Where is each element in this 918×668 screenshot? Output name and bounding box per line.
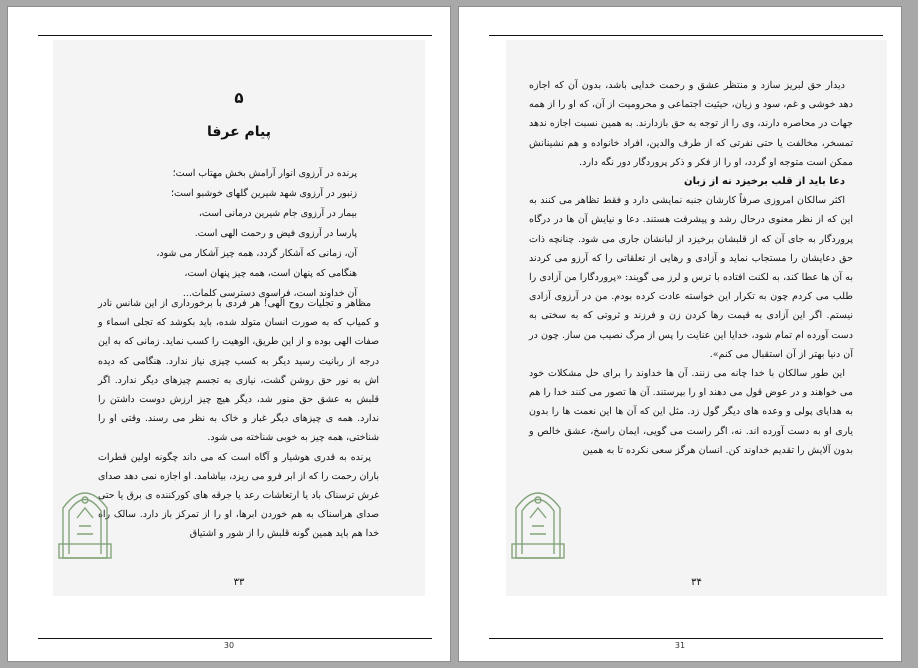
page-number: ۳۳ <box>233 577 245 588</box>
footer-rule <box>489 638 883 639</box>
scanned-page-image <box>506 40 887 596</box>
body-text <box>98 294 379 544</box>
page-number: ۳۴ <box>691 577 702 588</box>
pdf-page-number: 30 <box>223 641 235 650</box>
section-heading: دعا باید از قلب برخیزد نه از زبان <box>684 176 845 188</box>
poem-line: آن خداوند است، فراسوی دسترسی کلمات... <box>182 288 357 299</box>
poem-line: پرنده در آرزوی انوار آرامش بخش مهتاب است؛ <box>172 168 357 179</box>
library-seal-watermark <box>55 478 115 560</box>
paragraph: پرنده به قدری هوشیار و آگاه است که می داند چگونه اولین قطرات باران رحمت را که از ابر فرو می ریزد، بیاشامد. او اجازه نمی دهد صدای غرش ترسناک باد یا ارتعاشات رعد یا جرقه های کورکننده ی برق یا حتی صدای هراسناک به هم خوردن ابرها، او را از تمرکز باز دارد. سالک راه خدا هم باید همین گونه قلبش را از شور و اشتیاق <box>98 451 379 540</box>
poem-line: زنبور در آرزوی شهد شیرین گلهای خوشبو است؛ <box>170 188 357 199</box>
scanned-page-image <box>53 40 425 596</box>
paragraph: اکثر سالکان امروزی صرفاً کارشان جنبه نمایشی دارد و فقط تظاهر می کنند به این که از نظر معنوی درحال رشد و پیشرفت هستند. دعا و نیایش آن ها در درگاه پروردگار به جای آن که از قلبشان برخیزد از لبانشان جاری می شود. چنانچه ذات حق دعایشان را مستجاب نماید و آزادی و رهایی از تعلقاتی را که آرزو می کردند به آن ها عطا کند، به لکنت افتاده با ترس و لرز می گویند: «پروردگارا من آزادی را طلب می کردم چون به تکرار این خواسته عادت کرده بودم. من در آرزوی آزادی نیستم. اگر این آزادی به قیمت رها کردن زن و فرزند و ثروتی که به سختی به دست آورده ام تمام شود، خدایا این عنایت را پس از مرگ نصیب من ساز. چون در آن دنیا بهتر از آن استقبال می کنم». <box>529 195 853 360</box>
chapter-number: ۵ <box>234 89 244 107</box>
header-rule <box>489 35 883 36</box>
poem-line: پارسا در آرزوی فیض و رحمت الهی است. <box>194 228 357 239</box>
paragraph: این طور سالکان با خدا چانه می زنند. آن ها خداوند را برای حل مشکلات خود می خواهند و در عوض قول می دهند او را بپرستند. آن ها تصور می کنند خدا را هم به هدایای پولی و وعده های دیگر گول زد. مثل این که آن ها این نعمت ها را بدون یاری او به دست آورده اند. نه، اگر راست می گویی، ایمان راسخ، عشق خالص و بدون آلایش را تقدیم خداوند کن. انسان هرگز سعی نکرده تا به همین <box>529 368 853 456</box>
paragraph: مظاهر و تجلیات روح الهی! هر فردی با برخورداری از این شانس نادر و کمیاب که به صورت انسان متولد شده، باید بکوشد که تجلی اسماء و صفات الهی بوده و از این طریق، الوهیت را کسب نماید. زمانی که به این درجه از ربانیت رسید دیگر به کسب چیزی نیاز ندارد. هنگامی که دیده اش به نور حق روشن گشت، نیازی به تجسم چیزهای دیگر ندارد. اگر قلبش به عشق حق منور شد، دیگر هیچ چیز ارزش دوست داشتن را ندارد. همه ی چیزهای دیگر غبار و خاک به نظر می رسند. وقتی او را شناختی، همه چیز به خوبی شناخته می شود. <box>98 298 379 444</box>
poem-line: بیمار در آرزوی جام شیرین درمانی است، <box>198 208 357 219</box>
footer-rule <box>38 638 432 639</box>
pdf-page-right <box>458 6 902 662</box>
poem-line: هنگامی که پنهان است، همه چیز پنهان است، <box>184 268 357 279</box>
poem <box>148 164 357 304</box>
chapter-title: پیام عرفا <box>206 124 272 140</box>
pdf-page-left <box>7 6 451 662</box>
header-rule <box>38 35 432 36</box>
library-seal-watermark <box>508 478 568 560</box>
paragraph: دیدار حق لبریز سازد و منتظر عشق و رحمت خدایی باشد، بدون آن که اجازه دهد خوشی و غم، سود و زیان، حیثیت اجتماعی و محرومیت از آن، که او را از همه جهات در محاصره دارند، وی را از توجه به حق بازدارند. به همین نسبت اجازه ندهد تمسخر، مخالفت یا حتی نفرتی که از طرف والدین، افراد خانواده و هم نشینانش ممکن است متوجه او گردد، او را از فکر و ذکر پروردگار دور نگه دارد. <box>529 80 853 168</box>
pdf-page-number: 31 <box>674 641 686 650</box>
poem-line: آن، زمانی که آشکار گردد، همه چیز آشکار می شود، <box>156 248 357 259</box>
body-text <box>529 76 853 460</box>
